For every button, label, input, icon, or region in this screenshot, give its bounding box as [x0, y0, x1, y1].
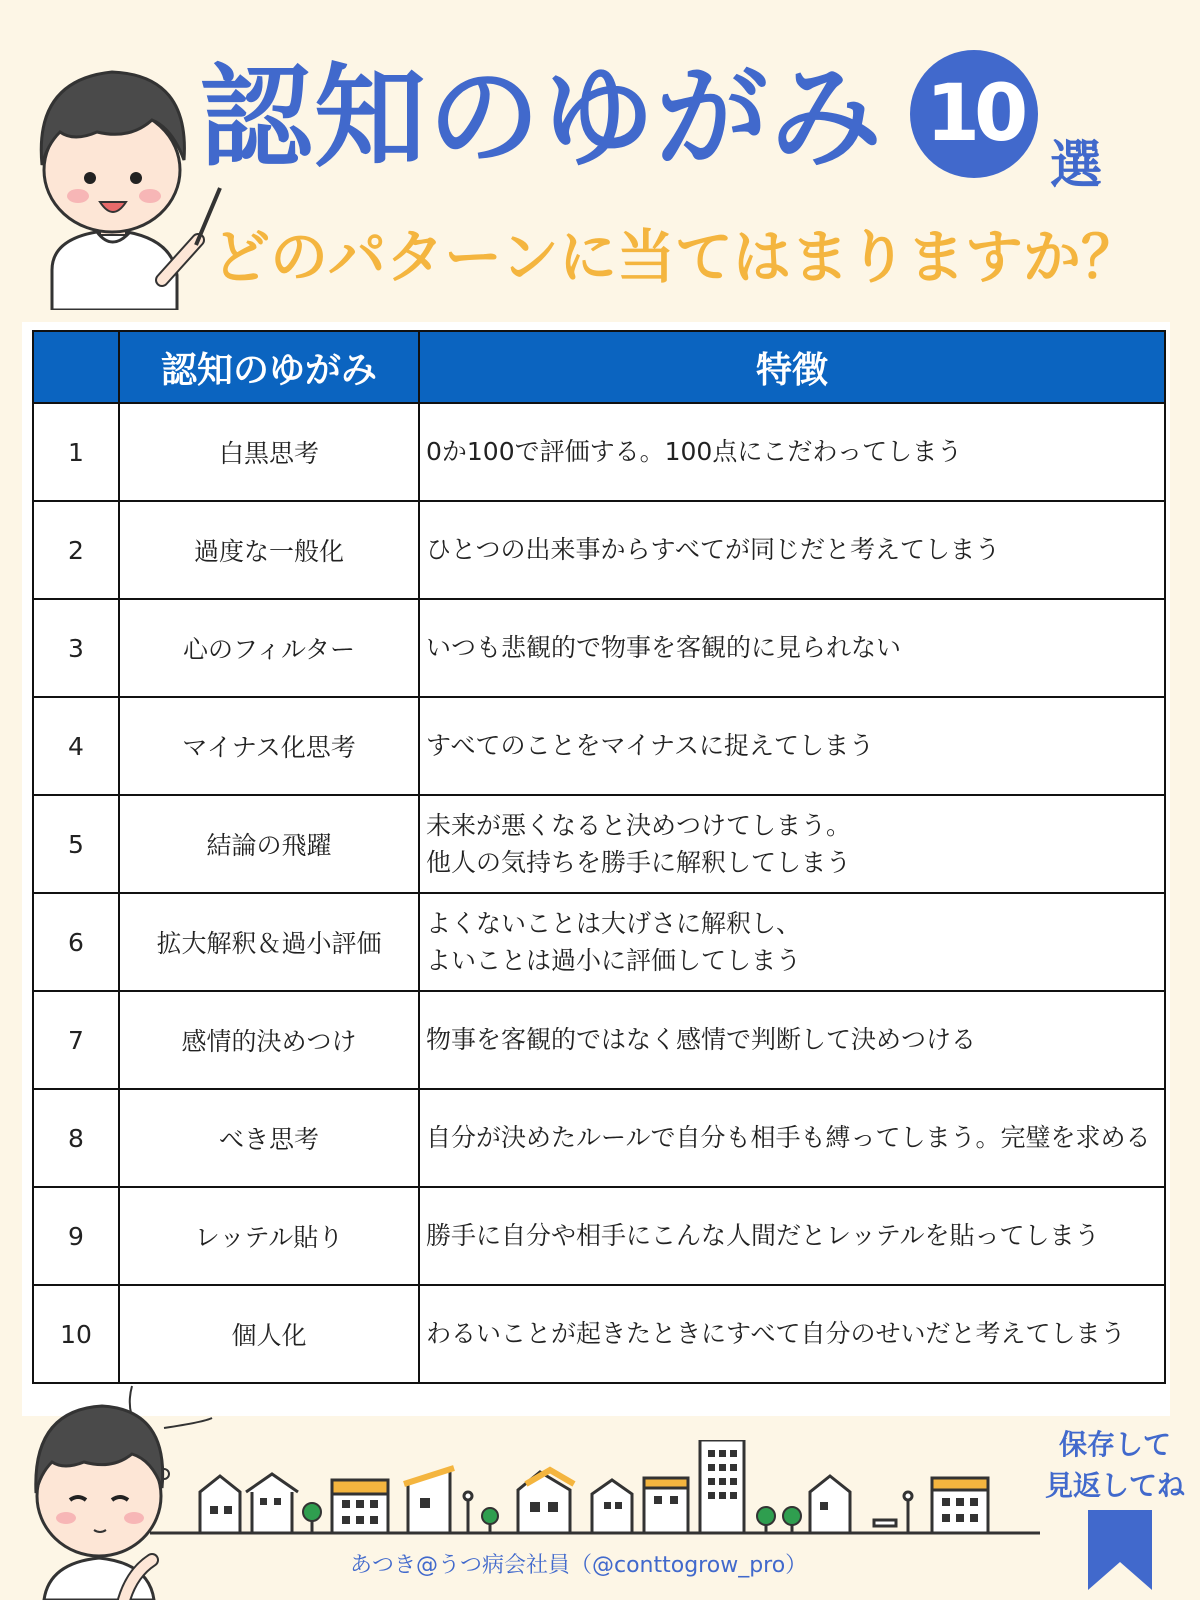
- author-credit: あつき@うつ病会社員（@conttogrow_pro）: [350, 1553, 808, 1578]
- row-number: 8: [33, 1089, 119, 1187]
- row-number: 10: [33, 1285, 119, 1383]
- table-row: [33, 1089, 1165, 1187]
- row-number: 3: [33, 599, 119, 697]
- distortion-name: マイナス化思考: [119, 697, 419, 795]
- table-row: [33, 795, 1165, 893]
- bookmark-icon[interactable]: [1088, 1510, 1152, 1590]
- page-subtitle: どのパターンに当てはまりますか？: [212, 223, 1139, 291]
- table-container: [22, 322, 1170, 1416]
- row-number: 7: [33, 991, 119, 1089]
- distortion-name: 拡大解釈＆過小評価: [119, 893, 419, 991]
- distortion-feature: よくないことは大げさに解釈し、 よいことは過小に評価してしまう: [419, 893, 1165, 991]
- distortion-name: 感情的決めつけ: [119, 991, 419, 1089]
- row-number: 2: [33, 501, 119, 599]
- town-skyline-illustration: [150, 1440, 1040, 1540]
- distortion-feature: いつも悲観的で物事を客観的に見られない: [419, 599, 1165, 697]
- row-number: 4: [33, 697, 119, 795]
- distortion-name: 白黒思考: [119, 403, 419, 501]
- distortion-name: 心のフィルター: [119, 599, 419, 697]
- row-number: 5: [33, 795, 119, 893]
- table-row: [33, 697, 1165, 795]
- distortion-name: レッテル貼り: [119, 1187, 419, 1285]
- distortion-feature: 0か100で評価する。100点にこだわってしまう: [419, 403, 1165, 501]
- title-suffix: 選: [1050, 136, 1103, 196]
- table-row: [33, 1187, 1165, 1285]
- column-header-number: [33, 331, 119, 403]
- distortion-feature: 未来が悪くなると決めつけてしまう。 他人の気持ちを勝手に解釈してしまう: [419, 795, 1165, 893]
- column-header-feature: 特徴: [419, 331, 1165, 403]
- distortion-feature: 物事を客観的ではなく感情で判断して決めつける: [419, 991, 1165, 1089]
- table-row: [33, 599, 1165, 697]
- page-title: 認知のゆがみ: [200, 53, 884, 183]
- distortion-feature: ひとつの出来事からすべてが同じだと考えてしまう: [419, 501, 1165, 599]
- table-row: [33, 1285, 1165, 1383]
- boy-pointer-illustration: [12, 40, 222, 310]
- column-header-distortion: 認知のゆがみ: [119, 331, 419, 403]
- row-number: 6: [33, 893, 119, 991]
- distortion-feature: 勝手に自分や相手にこんな人間だとレッテルを貼ってしまう: [419, 1187, 1165, 1285]
- distortion-name: 個人化: [119, 1285, 419, 1383]
- distortion-name: 過度な一般化: [119, 501, 419, 599]
- table-row: [33, 893, 1165, 991]
- count-badge: 10: [910, 50, 1038, 178]
- save-prompt: 保存して 見返してね: [1044, 1428, 1185, 1502]
- row-number: 9: [33, 1187, 119, 1285]
- row-number: 1: [33, 403, 119, 501]
- distortion-name: 結論の飛躍: [119, 795, 419, 893]
- distortion-feature: すべてのことをマイナスに捉えてしまう: [419, 697, 1165, 795]
- table-row: [33, 991, 1165, 1089]
- table-row: [33, 403, 1165, 501]
- distortion-feature: わるいことが起きたときにすべて自分のせいだと考えてしまう: [419, 1285, 1165, 1383]
- distortion-feature: 自分が決めたルールで自分も相手も縛ってしまう。完璧を求める: [419, 1089, 1165, 1187]
- distortion-name: べき思考: [119, 1089, 419, 1187]
- table-header-row: [33, 331, 1165, 403]
- cognitive-distortion-table: [32, 330, 1166, 1384]
- table-row: [33, 501, 1165, 599]
